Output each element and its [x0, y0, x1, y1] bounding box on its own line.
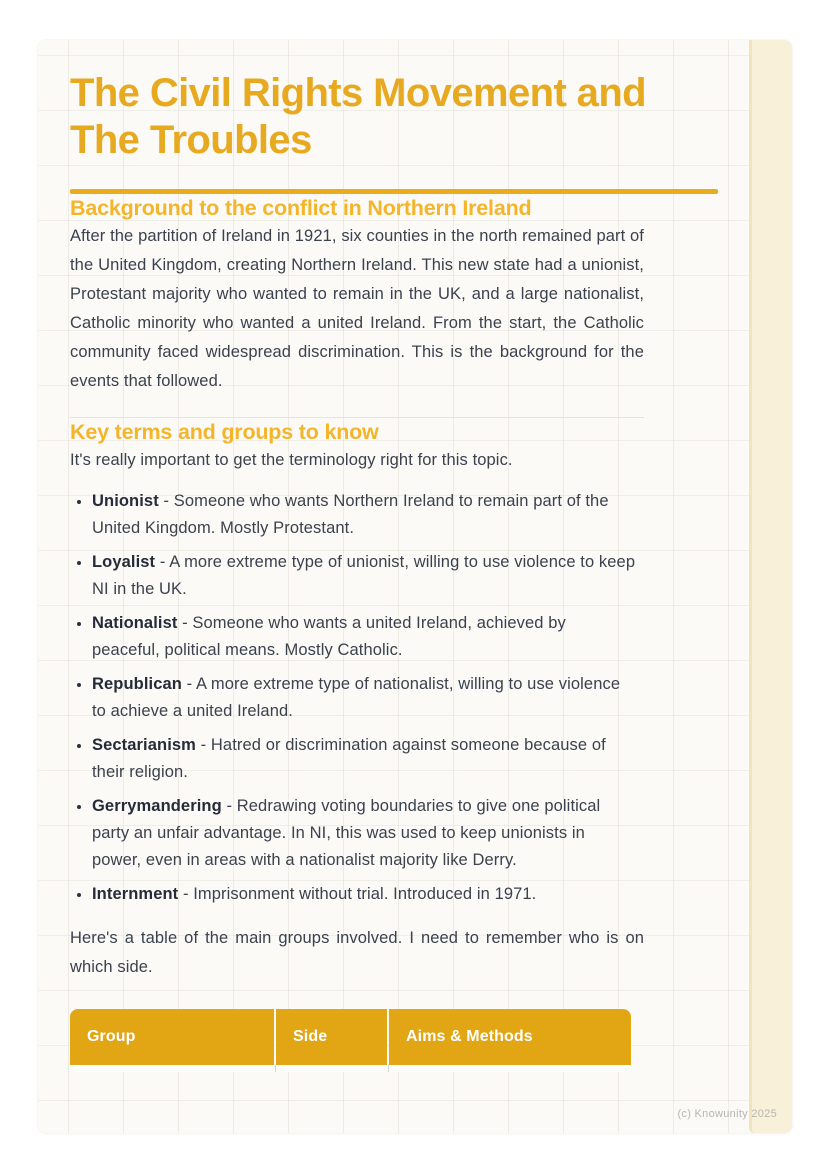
term-label: Unionist	[92, 492, 159, 510]
term-label: Internment	[92, 885, 179, 903]
table-header-cell-group: Group	[70, 1009, 274, 1065]
table-intro-paragraph: Here's a table of the main groups involved. I need to remember who is on which side.	[70, 929, 644, 976]
list-item	[92, 610, 637, 664]
list-item	[92, 488, 637, 542]
section-heading-key-terms: Key terms and groups to know	[70, 420, 379, 444]
term-description: - Redrawing voting boundaries to give one political party an unfair advantage. In NI, this was used to keep unionists in power, even in areas with a nationalist majority like Derry.	[92, 797, 601, 869]
key-terms-intro: It's really important to get the terminology right for this topic.	[70, 451, 513, 469]
list-item	[92, 881, 637, 908]
table-header-row	[70, 1009, 631, 1065]
term-label: Sectarianism	[92, 736, 196, 754]
term-description: - Imprisonment without trial. Introduced in 1971.	[178, 885, 537, 903]
list-item	[92, 793, 637, 874]
table-body-row-partial	[70, 1065, 631, 1072]
term-label: Nationalist	[92, 614, 178, 632]
copyright-watermark: (c) Knowunity 2025	[677, 1108, 777, 1120]
term-description: - A more extreme type of nationalist, willing to use violence to achieve a united Ireland.	[92, 675, 621, 720]
term-label: Republican	[92, 675, 182, 693]
term-label: Loyalist	[92, 553, 156, 571]
term-description: - Someone who wants a united Ireland, achieved by peaceful, political means. Mostly Catholic.	[92, 614, 566, 659]
page-title: The Civil Rights Movement and The Troubles	[70, 71, 646, 162]
table-header-cell-aims: Aims & Methods	[389, 1009, 631, 1065]
term-description: - Hatred or discrimination against someone because of their religion.	[92, 736, 606, 781]
document-page	[38, 40, 792, 1133]
list-item	[92, 549, 637, 603]
groups-table	[70, 1009, 631, 1072]
term-description: - Someone who wants Northern Ireland to remain part of the United Kingdom. Mostly Protestant.	[92, 492, 609, 537]
list-item	[92, 671, 637, 725]
table-cell	[70, 1065, 275, 1072]
section-heading-background: Background to the conflict in Northern Ireland	[70, 196, 532, 220]
table-cell	[275, 1065, 388, 1072]
table-cell	[388, 1065, 631, 1072]
table-header-cell-side: Side	[276, 1009, 387, 1065]
background-paragraph: After the partition of Ireland in 1921, six counties in the north remained part of the United Kingdom, creating Northern Ireland. This new state had a unionist, Protestant majority who wanted to remain in the UK, and a large nationalist, Catholic minority who wanted a united Ireland. From the start, the Catholic community faced widespread discrimination. This is the background for the events that followed.	[70, 227, 644, 390]
term-description: - A more extreme type of unionist, willing to use violence to keep NI in the UK.	[92, 553, 636, 598]
term-label: Gerrymandering	[92, 797, 222, 815]
list-item	[92, 732, 637, 786]
key-terms-list	[70, 488, 660, 908]
page-content	[38, 40, 792, 1072]
